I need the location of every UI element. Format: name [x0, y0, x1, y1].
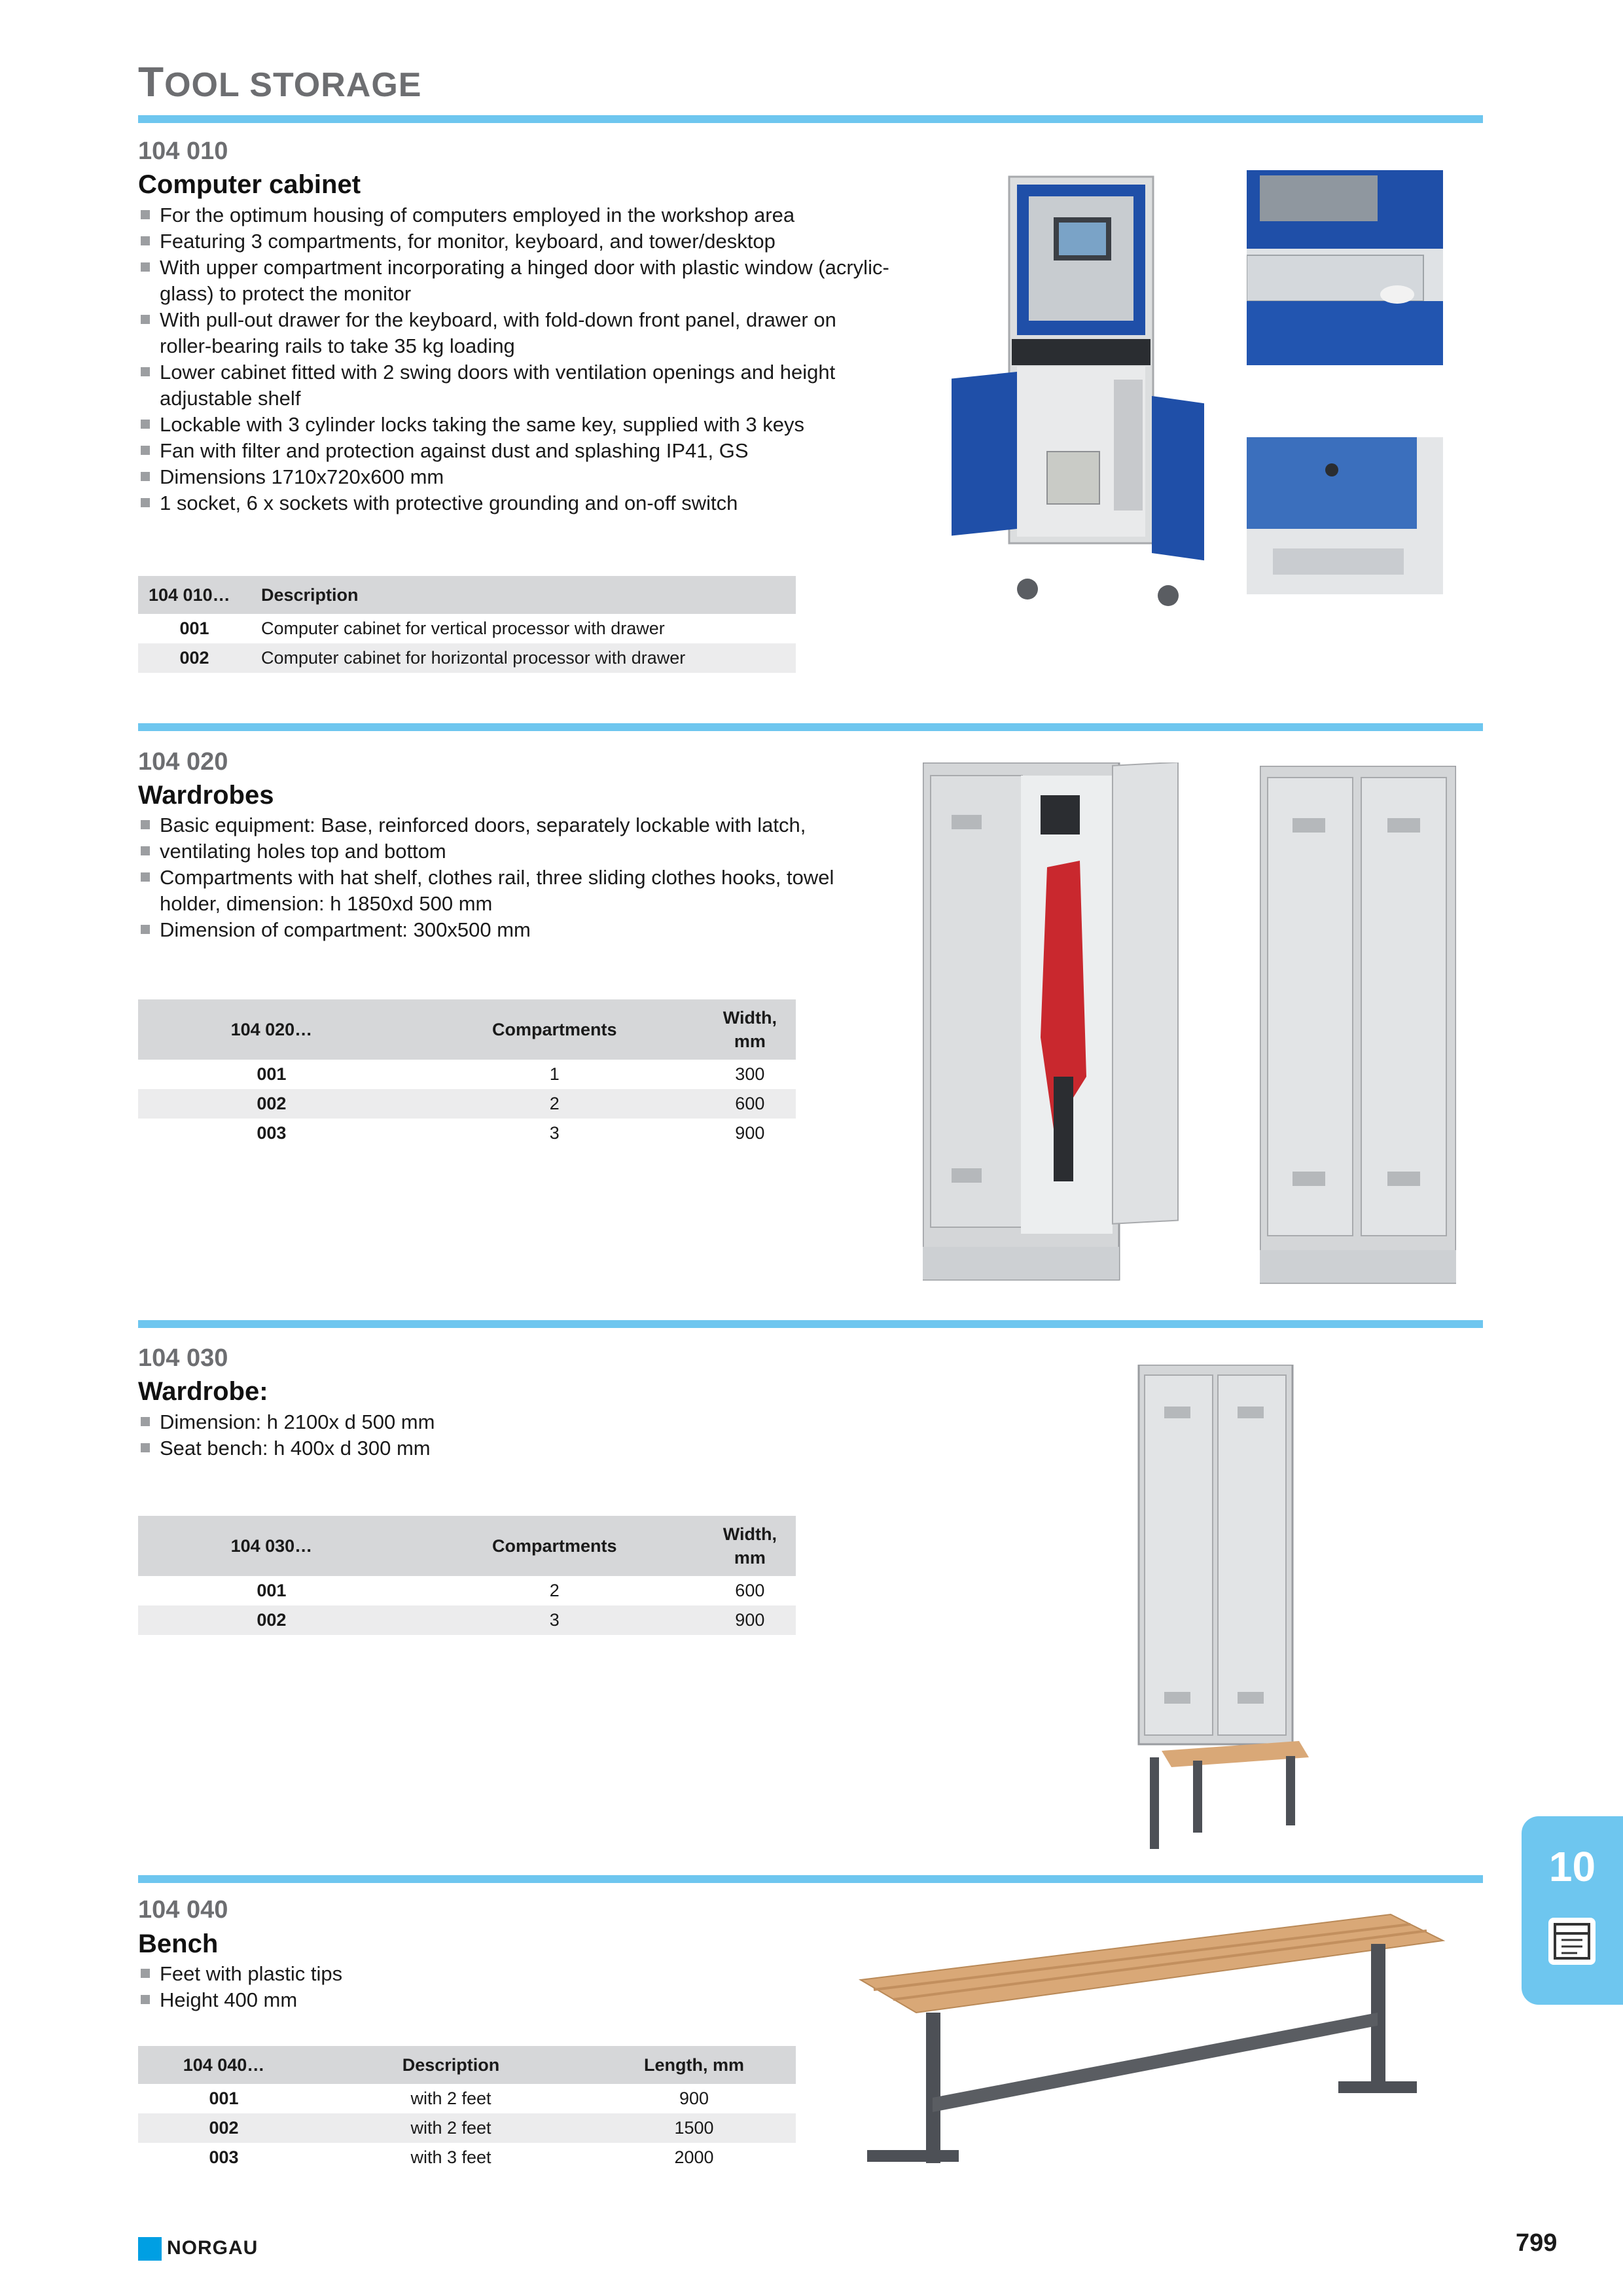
bench-image — [854, 1901, 1450, 2189]
page-number: 799 — [1516, 2229, 1558, 2257]
wardrobe-closed-image — [1260, 766, 1456, 1289]
brand-logo-mark — [138, 2237, 162, 2261]
product-code: 104 040 — [138, 1896, 228, 1924]
table-header: Compartments — [405, 1516, 704, 1576]
feature-item: Basic equipment: Base, reinforced doors, separately lockable with latch, — [138, 812, 871, 838]
table-row: 002 2 600 — [138, 1089, 796, 1119]
spec-table — [138, 2046, 796, 2172]
table-header: 104 020… — [138, 999, 405, 1060]
feature-item: Featuring 3 compartments, for monitor, keyboard, and tower/desktop — [138, 228, 891, 255]
section-rule — [138, 1320, 1483, 1328]
table-header: 104 040… — [138, 2046, 310, 2084]
table-header: Width, mm — [704, 1516, 796, 1576]
brand-logo: NORGAU — [167, 2237, 259, 2259]
feature-list — [138, 812, 871, 943]
lock-detail-image — [1247, 437, 1443, 594]
feature-list — [138, 202, 891, 516]
table-row: 001 with 2 feet 900 — [209, 2089, 709, 2108]
product-code: 104 010 — [138, 137, 228, 165]
product-name: Computer cabinet — [138, 170, 361, 199]
wardrobe-open-image — [923, 762, 1185, 1286]
header-rule — [138, 115, 1483, 123]
feature-item: Dimensions 1710x720x600 mm — [138, 464, 891, 490]
table-row: 001 Computer cabinet for vertical processor with drawer — [179, 619, 665, 638]
section-rule — [138, 723, 1483, 731]
product-name: Wardrobe: — [138, 1377, 268, 1406]
feature-list — [138, 1409, 793, 1462]
table-row: 003 with 3 feet 2000 — [209, 2147, 714, 2167]
table-header: Compartments — [405, 999, 704, 1060]
table-row: 002 3 900 — [138, 1605, 796, 1635]
table-row: 003 3 900 — [257, 1123, 765, 1143]
feature-item: 1 socket, 6 x sockets with protective grounding and on-off switch — [138, 490, 891, 516]
feature-item: Dimension of compartment: 300x500 mm — [138, 917, 871, 943]
feature-item: Feet with plastic tips — [138, 1961, 793, 1987]
product-code: 104 020 — [138, 748, 228, 776]
table-row: 002 with 2 feet 1500 — [138, 2113, 796, 2143]
table-row: 002 Computer cabinet for horizontal processor with drawer — [138, 643, 796, 673]
feature-list — [138, 1961, 793, 2013]
feature-item: For the optimum housing of computers employed in the workshop area — [138, 202, 891, 228]
table-header: Description — [251, 576, 796, 614]
feature-item: Seat bench: h 400x d 300 mm — [138, 1435, 793, 1462]
computer-cabinet-image — [942, 170, 1230, 628]
table-header: Description — [310, 2046, 592, 2084]
feature-item: Compartments with hat shelf, clothes rail, three sliding clothes hooks, towel holder, dimension: h 1850xd 500 mm — [138, 865, 871, 917]
keyboard-drawer-detail-image — [1247, 170, 1443, 365]
table-header: Length, mm — [592, 2046, 796, 2084]
chapter-number: 10 — [1548, 1843, 1596, 1890]
feature-item: Dimension: h 2100x d 500 mm — [138, 1409, 793, 1435]
feature-item: ventilating holes top and bottom — [138, 838, 871, 865]
table-header: 104 010… — [138, 576, 251, 614]
table-header: Width, mm — [704, 999, 796, 1060]
product-name: Bench — [138, 1929, 219, 1958]
table-row: 001 1 300 — [257, 1064, 765, 1084]
tool-storage-icon — [1548, 1918, 1596, 1965]
product-name: Wardrobes — [138, 781, 274, 810]
spec-table — [138, 999, 796, 1148]
table-row: 001 2 600 — [257, 1581, 765, 1600]
page-title: TOOL STORAGE — [138, 58, 422, 105]
feature-item: Height 400 mm — [138, 1987, 793, 2013]
section-rule — [138, 1875, 1483, 1883]
feature-item: With pull-out drawer for the keyboard, with fold-down front panel, drawer on roller-bearing rails to take 35 kg loading — [138, 307, 891, 359]
feature-item: Lower cabinet fitted with 2 swing doors with ventilation openings and height adjustable shelf — [138, 359, 891, 412]
wardrobe-with-bench-image — [1135, 1365, 1312, 1849]
feature-item: Lockable with 3 cylinder locks taking the same key, supplied with 3 keys — [138, 412, 891, 438]
feature-item: Fan with filter and protection against dust and splashing IP41, GS — [138, 438, 891, 464]
spec-table — [138, 1516, 796, 1635]
spec-table — [138, 576, 796, 673]
feature-item: With upper compartment incorporating a hinged door with plastic window (acrylic-glass) to protect the monitor — [138, 255, 891, 307]
product-code: 104 030 — [138, 1344, 228, 1372]
table-header: 104 030… — [138, 1516, 405, 1576]
